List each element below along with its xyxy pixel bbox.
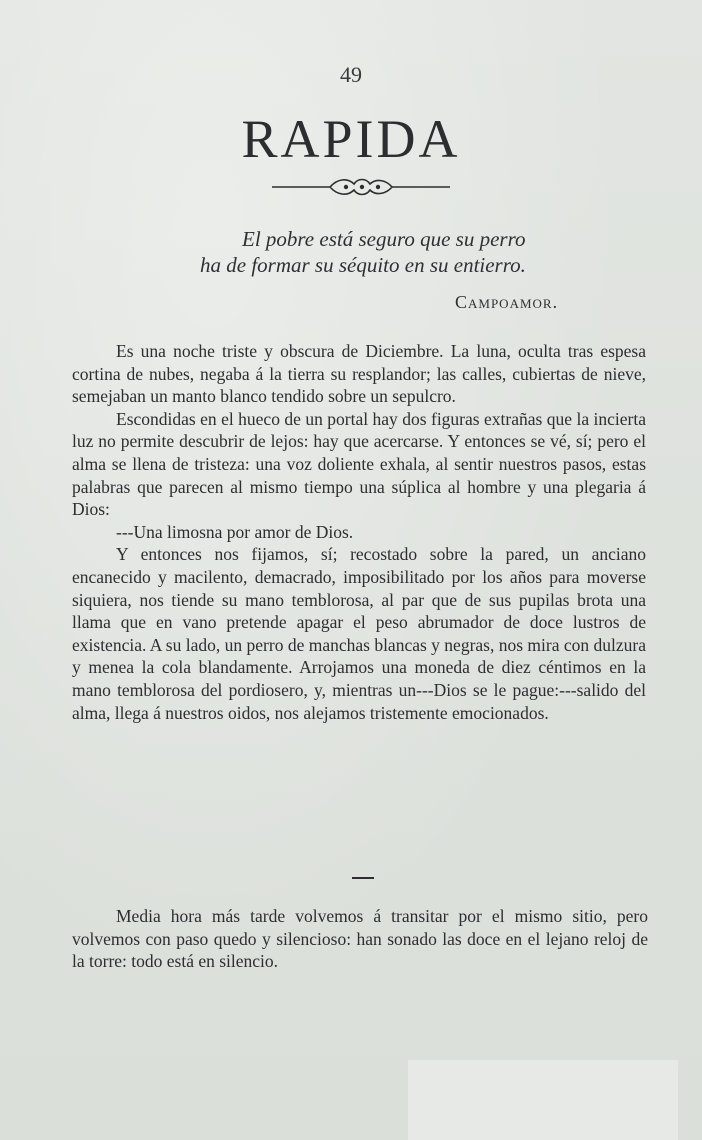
- epigraph-author: Campoamor.: [455, 292, 559, 312]
- story-body: [72, 340, 646, 724]
- paragraph: Es una noche triste y obscura de Diciembre. La luna, oculta tras espesa cortina de nubes, negaba á la tierra su resplandor; las calles, cubiertas de nieve, semejaban un manto blanco tendido sobre un sepulcro.: [72, 341, 646, 407]
- floral-ornament-icon: [270, 172, 452, 202]
- epigraph-line-1: El pobre está seguro que su perro: [242, 227, 526, 251]
- epigraph-line-2: ha de formar su séquito en su entierro.: [200, 253, 526, 277]
- paper-patch: [408, 1060, 678, 1140]
- closing-paragraph: Media hora más tarde volvemos á transitar por el mismo sitio, pero volvemos con paso quedo y silencioso: han sonado las doce en el lejano reloj de la torre: todo está en silencio.: [72, 906, 648, 972]
- paragraph: ---Una limosna por amor de Dios.: [116, 521, 354, 542]
- section-divider: [352, 877, 374, 879]
- paragraph: Escondidas en el hueco de un portal hay dos figuras extrañas que la incierta luz no permite descubrir de lejos: hay que acercarse. Y entonces se vé, sí; pero el alma se llena de tristeza: una voz doliente exhala, al sentir nuestros pasos, estas palabras que parecen al mismo tiempo una súplica al hombre y una plegaria á Dios:: [72, 408, 646, 520]
- page-number: 49: [340, 62, 362, 87]
- closing-section: [72, 905, 648, 973]
- chapter-title: RAPIDA: [241, 109, 461, 169]
- paragraph: Y entonces nos fijamos, sí; recostado sobre la pared, un anciano encanecido y macilento, demacrado, imposibilitado por los años para moverse siquiera, nos tiende su mano temblorosa, al par que de sus pupilas brota una llama que en vano pretende apagar el peso abrumador de doce lustros de existencia. A su lado, un perro de manchas blancas y negras, nos mira con dulzura y menea la cola blandamente. Arrojamos una moneda de diez céntimos en la mano temblorosa del pordiosero, y, mientras un---Dios se le pague:---salido del alma, llega á nuestros oidos, nos alejamos tristemente emocionados.: [72, 544, 646, 723]
- epigraph: [140, 226, 600, 278]
